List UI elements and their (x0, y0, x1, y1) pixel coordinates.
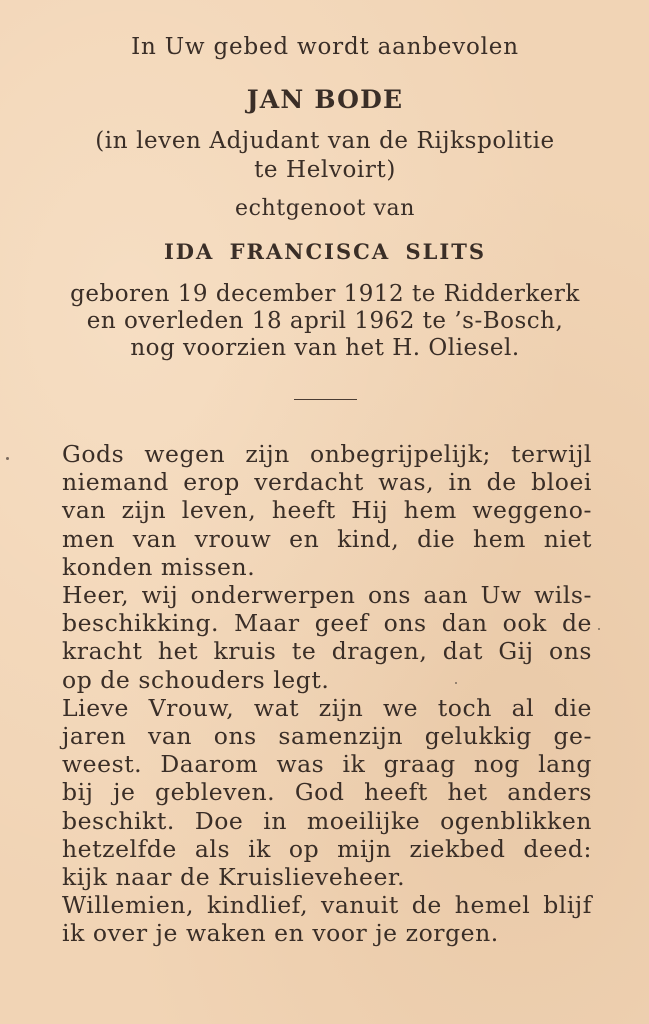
paper-speck (455, 682, 457, 684)
verse-line: bij je gebleven. God heeft het anders (62, 778, 592, 807)
verse-line: Heer, wij onderwerpen ons aan Uw wils- (62, 581, 592, 610)
life-dates (40, 281, 610, 362)
verse-line: op de schouders legt. (62, 665, 330, 694)
occupation-line: (in leven Adjudant van de Rijkspolitie (95, 128, 555, 154)
verse-line: Gods wegen zijn onbegrijpelijk; terwijl (62, 440, 592, 468)
verse-line: beschikt. Doe in moeilijke ogenblikken (62, 806, 592, 835)
memorial-verse (62, 440, 592, 948)
verse-line: hetzelfde als ik op mijn ziekbed deed: (62, 834, 592, 863)
verse-line: weest. Daarom was ik graag nog lang (62, 750, 592, 779)
divider (294, 399, 357, 400)
deceased-name: JAN BODE (246, 85, 404, 114)
verse-line: Willemien, kindlief, vanuit de hemel blijf (62, 891, 592, 920)
verse-line: kracht het kruis te dragen, dat Gij ons (62, 637, 592, 666)
date-line: en overleden 18 april 1962 te ’s-Bosch, (86, 308, 564, 334)
date-line: nog voorzien van het H. Oliesel. (130, 335, 520, 361)
spouse-name: IDA FRANCISCA SLITS (163, 239, 487, 264)
verse-line: niemand erop verdacht was, in de bloei (62, 468, 592, 497)
occupation-line: te Helvoirt) (254, 157, 396, 183)
verse-line: ik over je waken en voor je zorgen. (62, 919, 499, 948)
spouse-label: echtgenoot van (234, 196, 416, 221)
verse-line: jaren van ons samenzijn gelukkig ge- (62, 722, 592, 751)
occupation (40, 127, 610, 185)
verse-line: men van vrouw en kind, die hem niet (62, 524, 592, 553)
verse-line: kijk naar de Kruislieveheer. (62, 863, 406, 892)
verse-line: van zijn leven, heeft Hij hem weggeno- (62, 496, 592, 525)
verse-line: konden missen. (62, 552, 256, 581)
intro-text: In Uw gebed wordt aanbevolen (131, 34, 519, 60)
date-line: geboren 19 december 1912 te Ridderkerk (70, 281, 580, 307)
paper-speck (6, 457, 9, 460)
verse-line: Lieve Vrouw, wat zijn we toch al die (62, 693, 592, 722)
verse-line: beschikking. Maar geef ons dan ook de (62, 609, 592, 638)
paper-speck (598, 628, 600, 630)
